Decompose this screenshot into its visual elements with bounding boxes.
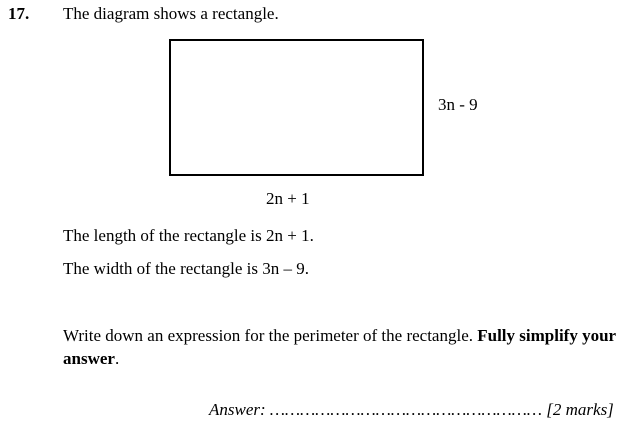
length-statement: The length of the rectangle is 2n + 1. <box>63 226 314 245</box>
rectangle-bottom-label: 2n + 1 <box>266 189 310 208</box>
question-number: 17. <box>8 4 30 23</box>
rectangle-diagram <box>169 39 424 176</box>
instruction-emphasis-end: answer <box>63 349 115 368</box>
question-intro: The diagram shows a rectangle. <box>63 4 279 23</box>
answer-label: Answer: <box>209 400 266 419</box>
answer-dots: ……………………………………………… <box>265 400 547 419</box>
instruction-period: . <box>114 349 120 368</box>
instruction-emphasis: Fully simplify your <box>477 326 617 345</box>
width-statement: The width of the rectangle is 3n – 9. <box>63 259 309 278</box>
rectangle-side-label: 3n - 9 <box>438 95 478 114</box>
instruction-text <box>63 326 616 346</box>
answer-marks: [2 marks] <box>546 400 614 419</box>
instruction-plain: Write down an expression for the perimeter of the rectangle. <box>63 326 478 345</box>
instruction-text-line2 <box>63 349 119 369</box>
answer-line <box>209 400 614 420</box>
